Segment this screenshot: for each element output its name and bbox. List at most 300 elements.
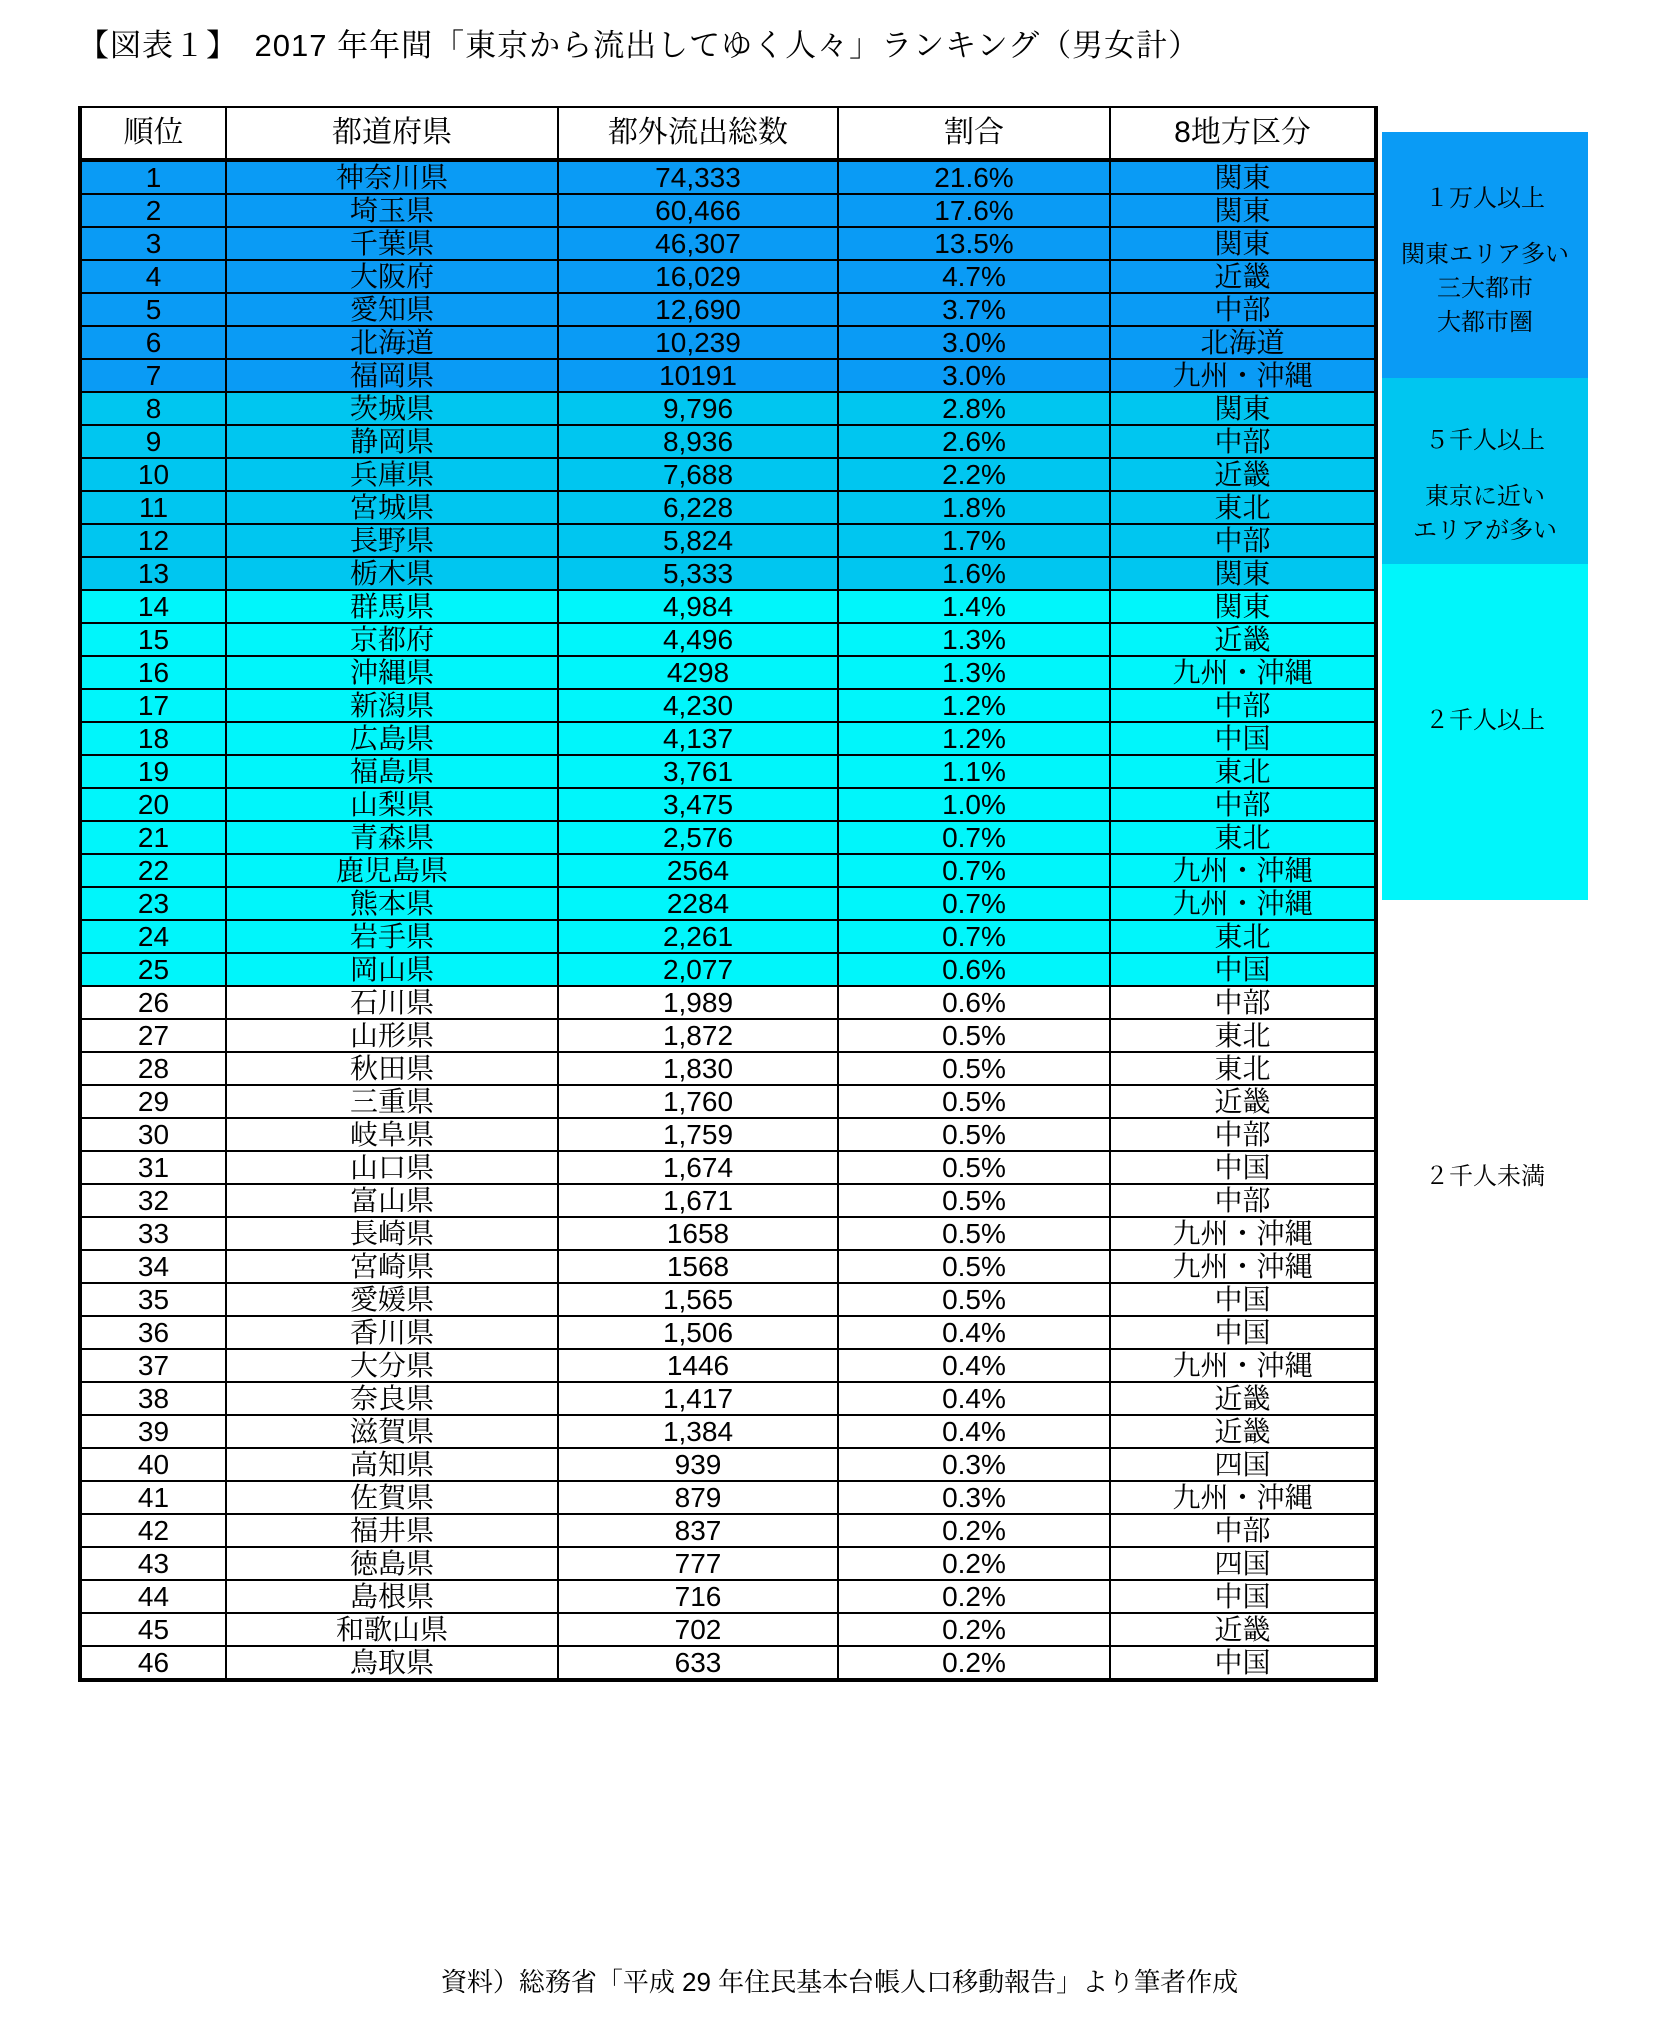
rank-cell: 33 [80,1217,226,1250]
region-cell: 中部 [1110,788,1376,821]
share-cell: 2.2% [838,458,1110,491]
prefecture-cell: 新潟県 [226,689,558,722]
share-cell: 3.7% [838,293,1110,326]
prefecture-cell: 岩手県 [226,920,558,953]
region-cell: 中部 [1110,986,1376,1019]
table-row [80,1283,1376,1316]
prefecture-cell: 群馬県 [226,590,558,623]
region-cell: 関東 [1110,194,1376,227]
prefecture-cell: 岐阜県 [226,1118,558,1151]
table-row [80,986,1376,1019]
band-note-heading: １万人以上 [1425,185,1545,212]
total-cell: 1,674 [558,1151,838,1184]
prefecture-cell: 福井県 [226,1514,558,1547]
table-row [80,524,1376,557]
prefecture-cell: 三重県 [226,1085,558,1118]
total-cell: 1568 [558,1250,838,1283]
region-cell: 東北 [1110,1019,1376,1052]
share-cell: 0.7% [838,854,1110,887]
total-cell: 7,688 [558,458,838,491]
prefecture-cell: 愛媛県 [226,1283,558,1316]
prefecture-cell: 秋田県 [226,1052,558,1085]
rank-cell: 27 [80,1019,226,1052]
share-cell: 0.5% [838,1019,1110,1052]
rank-cell: 10 [80,458,226,491]
prefecture-cell: 滋賀県 [226,1415,558,1448]
prefecture-cell: 香川県 [226,1316,558,1349]
prefecture-cell: 長崎県 [226,1217,558,1250]
total-cell: 2,576 [558,821,838,854]
region-cell: 九州・沖縄 [1110,1349,1376,1382]
band-note-under-2000 [1382,900,1588,1440]
region-cell: 中部 [1110,1118,1376,1151]
table-row [80,326,1376,359]
rank-cell: 25 [80,953,226,986]
rank-cell: 43 [80,1547,226,1580]
region-cell: 中部 [1110,293,1376,326]
prefecture-cell: 青森県 [226,821,558,854]
prefecture-cell: 愛知県 [226,293,558,326]
share-cell: 0.5% [838,1085,1110,1118]
share-cell: 1.4% [838,590,1110,623]
prefecture-cell: 茨城県 [226,392,558,425]
band-note-line1: 東京に近い [1425,483,1545,510]
total-cell: 6,228 [558,491,838,524]
total-cell: 3,761 [558,755,838,788]
prefecture-cell: 宮城県 [226,491,558,524]
share-cell: 0.7% [838,920,1110,953]
share-cell: 0.2% [838,1514,1110,1547]
share-cell: 1.2% [838,689,1110,722]
table-row [80,1415,1376,1448]
prefecture-cell: 高知県 [226,1448,558,1481]
region-cell: 東北 [1110,755,1376,788]
rank-cell: 17 [80,689,226,722]
total-cell: 2,077 [558,953,838,986]
rank-cell: 11 [80,491,226,524]
table-row [80,590,1376,623]
table-row [80,920,1376,953]
region-cell: 中国 [1110,1151,1376,1184]
prefecture-cell: 宮崎県 [226,1250,558,1283]
share-cell: 21.6% [838,160,1110,194]
rank-cell: 5 [80,293,226,326]
prefecture-cell: 島根県 [226,1580,558,1613]
region-cell: 九州・沖縄 [1110,1481,1376,1514]
rank-cell: 41 [80,1481,226,1514]
share-cell: 0.4% [838,1382,1110,1415]
total-cell: 46,307 [558,227,838,260]
prefecture-cell: 佐賀県 [226,1481,558,1514]
table-row [80,788,1376,821]
total-cell: 4,984 [558,590,838,623]
prefecture-cell: 埼玉県 [226,194,558,227]
table-row [80,722,1376,755]
band-note-heading: ２千人以上 [1425,707,1545,734]
table-row [80,887,1376,920]
table-row [80,953,1376,986]
region-cell: 中国 [1110,722,1376,755]
share-cell: 0.2% [838,1613,1110,1646]
share-cell: 0.5% [838,1283,1110,1316]
table-row [80,1580,1376,1613]
rank-cell: 15 [80,623,226,656]
rank-cell: 8 [80,392,226,425]
total-cell: 1,671 [558,1184,838,1217]
region-cell: 近畿 [1110,1085,1376,1118]
share-cell: 0.5% [838,1184,1110,1217]
total-cell: 1446 [558,1349,838,1382]
prefecture-cell: 山梨県 [226,788,558,821]
total-cell: 633 [558,1646,838,1680]
band-note-line2: エリアが多い [1413,517,1557,544]
rank-cell: 12 [80,524,226,557]
table-row [80,1547,1376,1580]
total-cell: 1,384 [558,1415,838,1448]
rank-cell: 45 [80,1613,226,1646]
rank-cell: 24 [80,920,226,953]
region-cell: 九州・沖縄 [1110,854,1376,887]
table-row [80,160,1376,194]
prefecture-cell: 徳島県 [226,1547,558,1580]
table-row [80,1349,1376,1382]
table-row [80,854,1376,887]
region-cell: 東北 [1110,1052,1376,1085]
rank-cell: 44 [80,1580,226,1613]
share-cell: 3.0% [838,326,1110,359]
rank-cell: 29 [80,1085,226,1118]
table-row [80,1646,1376,1680]
prefecture-cell: 山口県 [226,1151,558,1184]
table-row [80,1514,1376,1547]
total-cell: 1,565 [558,1283,838,1316]
share-cell: 1.0% [838,788,1110,821]
table-row [80,392,1376,425]
region-cell: 中部 [1110,524,1376,557]
total-cell: 1,759 [558,1118,838,1151]
total-cell: 12,690 [558,293,838,326]
band-note-line3: 大都市圏 [1437,309,1533,336]
rank-cell: 19 [80,755,226,788]
total-cell: 1,830 [558,1052,838,1085]
total-cell: 1,506 [558,1316,838,1349]
region-cell: 中国 [1110,1580,1376,1613]
table-row [80,1316,1376,1349]
column-header-prefecture: 都道府県 [226,107,558,160]
table-header-row [80,107,1376,160]
region-cell: 北海道 [1110,326,1376,359]
share-cell: 1.7% [838,524,1110,557]
table-row [80,1151,1376,1184]
region-cell: 九州・沖縄 [1110,887,1376,920]
region-cell: 近畿 [1110,1415,1376,1448]
share-cell: 0.2% [838,1547,1110,1580]
table-head [80,107,1376,160]
total-cell: 1,760 [558,1085,838,1118]
rank-cell: 35 [80,1283,226,1316]
share-cell: 0.4% [838,1316,1110,1349]
total-cell: 16,029 [558,260,838,293]
table-row [80,755,1376,788]
share-cell: 0.5% [838,1052,1110,1085]
band-note-heading: ２千人未満 [1425,1163,1545,1190]
table-row [80,293,1376,326]
total-cell: 3,475 [558,788,838,821]
prefecture-cell: 北海道 [226,326,558,359]
prefecture-cell: 大阪府 [226,260,558,293]
total-cell: 2,261 [558,920,838,953]
total-cell: 10191 [558,359,838,392]
table-row [80,1613,1376,1646]
prefecture-cell: 神奈川県 [226,160,558,194]
table-row [80,458,1376,491]
share-cell: 2.8% [838,392,1110,425]
rank-cell: 13 [80,557,226,590]
total-cell: 2284 [558,887,838,920]
prefecture-cell: 奈良県 [226,1382,558,1415]
region-cell: 関東 [1110,392,1376,425]
total-cell: 1,417 [558,1382,838,1415]
total-cell: 5,824 [558,524,838,557]
share-cell: 3.0% [838,359,1110,392]
table-row [80,821,1376,854]
region-cell: 中国 [1110,1283,1376,1316]
share-cell: 2.6% [838,425,1110,458]
region-cell: 九州・沖縄 [1110,359,1376,392]
region-cell: 九州・沖縄 [1110,1250,1376,1283]
prefecture-cell: 京都府 [226,623,558,656]
band-note-over-2000 [1382,564,1588,900]
share-cell: 0.6% [838,953,1110,986]
region-cell: 中国 [1110,953,1376,986]
rank-cell: 2 [80,194,226,227]
region-cell: 中部 [1110,689,1376,722]
region-cell: 中部 [1110,1184,1376,1217]
rank-cell: 21 [80,821,226,854]
table-row [80,359,1376,392]
region-cell: 九州・沖縄 [1110,656,1376,689]
rank-cell: 28 [80,1052,226,1085]
rank-cell: 39 [80,1415,226,1448]
total-cell: 716 [558,1580,838,1613]
share-cell: 0.7% [838,887,1110,920]
share-cell: 0.2% [838,1646,1110,1680]
share-cell: 0.6% [838,986,1110,1019]
share-cell: 0.5% [838,1118,1110,1151]
table-row [80,1217,1376,1250]
prefecture-cell: 石川県 [226,986,558,1019]
region-cell: 近畿 [1110,260,1376,293]
region-cell: 関東 [1110,557,1376,590]
table-row [80,425,1376,458]
rank-cell: 20 [80,788,226,821]
total-cell: 10,239 [558,326,838,359]
total-cell: 879 [558,1481,838,1514]
total-cell: 4,230 [558,689,838,722]
region-cell: 中国 [1110,1316,1376,1349]
prefecture-cell: 福島県 [226,755,558,788]
total-cell: 1658 [558,1217,838,1250]
total-cell: 9,796 [558,392,838,425]
rank-cell: 1 [80,160,226,194]
page-title: 【図表１】 2017 年年間「東京から流出してゆく人々」ランキング（男女計） [78,28,1201,63]
column-header-rank: 順位 [80,107,226,160]
column-header-region: 8地方区分 [1110,107,1376,160]
region-cell: 中部 [1110,425,1376,458]
rank-cell: 3 [80,227,226,260]
prefecture-cell: 兵庫県 [226,458,558,491]
region-cell: 四国 [1110,1547,1376,1580]
prefecture-cell: 千葉県 [226,227,558,260]
band-note-line1: 関東エリア多い [1401,241,1569,268]
rank-cell: 23 [80,887,226,920]
region-cell: 東北 [1110,491,1376,524]
share-cell: 4.7% [838,260,1110,293]
prefecture-cell: 和歌山県 [226,1613,558,1646]
total-cell: 837 [558,1514,838,1547]
table-row [80,689,1376,722]
share-cell: 1.1% [838,755,1110,788]
rank-cell: 36 [80,1316,226,1349]
rank-cell: 16 [80,656,226,689]
table-row [80,491,1376,524]
rank-cell: 30 [80,1118,226,1151]
share-cell: 0.5% [838,1151,1110,1184]
table-row [80,1019,1376,1052]
rank-cell: 4 [80,260,226,293]
table-row [80,557,1376,590]
table-row [80,1184,1376,1217]
share-cell: 17.6% [838,194,1110,227]
table-row [80,656,1376,689]
rank-cell: 22 [80,854,226,887]
region-cell: 近畿 [1110,1613,1376,1646]
share-cell: 1.2% [838,722,1110,755]
prefecture-cell: 岡山県 [226,953,558,986]
band-note-line2: 三大都市 [1437,275,1533,302]
region-cell: 中国 [1110,1646,1376,1680]
rank-cell: 32 [80,1184,226,1217]
rank-cell: 42 [80,1514,226,1547]
column-header-total: 都外流出総数 [558,107,838,160]
table-row [80,1382,1376,1415]
prefecture-cell: 大分県 [226,1349,558,1382]
region-cell: 近畿 [1110,458,1376,491]
rank-cell: 26 [80,986,226,1019]
band-note-over-5000 [1382,378,1588,564]
region-cell: 関東 [1110,227,1376,260]
band-note-heading: ５千人以上 [1425,427,1545,454]
total-cell: 4,496 [558,623,838,656]
rank-cell: 7 [80,359,226,392]
rank-cell: 6 [80,326,226,359]
rank-cell: 46 [80,1646,226,1680]
region-cell: 関東 [1110,590,1376,623]
share-cell: 0.5% [838,1250,1110,1283]
total-cell: 4,137 [558,722,838,755]
column-header-share: 割合 [838,107,1110,160]
prefecture-cell: 静岡県 [226,425,558,458]
table-row [80,260,1376,293]
table-row [80,1085,1376,1118]
total-cell: 2564 [558,854,838,887]
prefecture-cell: 沖縄県 [226,656,558,689]
prefecture-cell: 広島県 [226,722,558,755]
share-cell: 0.3% [838,1481,1110,1514]
share-cell: 1.6% [838,557,1110,590]
share-cell: 1.3% [838,623,1110,656]
ranking-table [78,106,1378,1682]
rank-cell: 18 [80,722,226,755]
table-row [80,1250,1376,1283]
region-cell: 九州・沖縄 [1110,1217,1376,1250]
region-cell: 関東 [1110,160,1376,194]
rank-cell: 14 [80,590,226,623]
share-cell: 0.3% [838,1448,1110,1481]
table-row [80,1448,1376,1481]
prefecture-cell: 山形県 [226,1019,558,1052]
prefecture-cell: 熊本県 [226,887,558,920]
share-cell: 0.2% [838,1580,1110,1613]
table-row [80,227,1376,260]
total-cell: 60,466 [558,194,838,227]
region-cell: 四国 [1110,1448,1376,1481]
table-row [80,1052,1376,1085]
rank-cell: 34 [80,1250,226,1283]
rank-cell: 37 [80,1349,226,1382]
prefecture-cell: 栃木県 [226,557,558,590]
total-cell: 4298 [558,656,838,689]
total-cell: 939 [558,1448,838,1481]
band-note-over-10000 [1382,132,1588,378]
share-cell: 0.4% [838,1349,1110,1382]
region-cell: 中部 [1110,1514,1376,1547]
prefecture-cell: 鹿児島県 [226,854,558,887]
total-cell: 1,989 [558,986,838,1019]
share-cell: 0.5% [838,1217,1110,1250]
region-cell: 近畿 [1110,1382,1376,1415]
total-cell: 74,333 [558,160,838,194]
rank-cell: 9 [80,425,226,458]
share-cell: 0.4% [838,1415,1110,1448]
table-row [80,194,1376,227]
region-cell: 近畿 [1110,623,1376,656]
total-cell: 777 [558,1547,838,1580]
rank-cell: 31 [80,1151,226,1184]
share-cell: 1.3% [838,656,1110,689]
table-body [80,160,1376,1680]
prefecture-cell: 福岡県 [226,359,558,392]
rank-cell: 40 [80,1448,226,1481]
rank-cell: 38 [80,1382,226,1415]
table-row [80,1481,1376,1514]
total-cell: 1,872 [558,1019,838,1052]
total-cell: 5,333 [558,557,838,590]
share-cell: 13.5% [838,227,1110,260]
share-cell: 1.8% [838,491,1110,524]
prefecture-cell: 富山県 [226,1184,558,1217]
region-cell: 東北 [1110,920,1376,953]
prefecture-cell: 長野県 [226,524,558,557]
table-row [80,1118,1376,1151]
total-cell: 8,936 [558,425,838,458]
share-cell: 0.7% [838,821,1110,854]
region-cell: 東北 [1110,821,1376,854]
table-row [80,623,1376,656]
prefecture-cell: 鳥取県 [226,1646,558,1680]
total-cell: 702 [558,1613,838,1646]
source-note: 資料）総務省「平成 29 年住民基本台帳人口移動報告」より筆者作成 [440,1967,1239,1997]
